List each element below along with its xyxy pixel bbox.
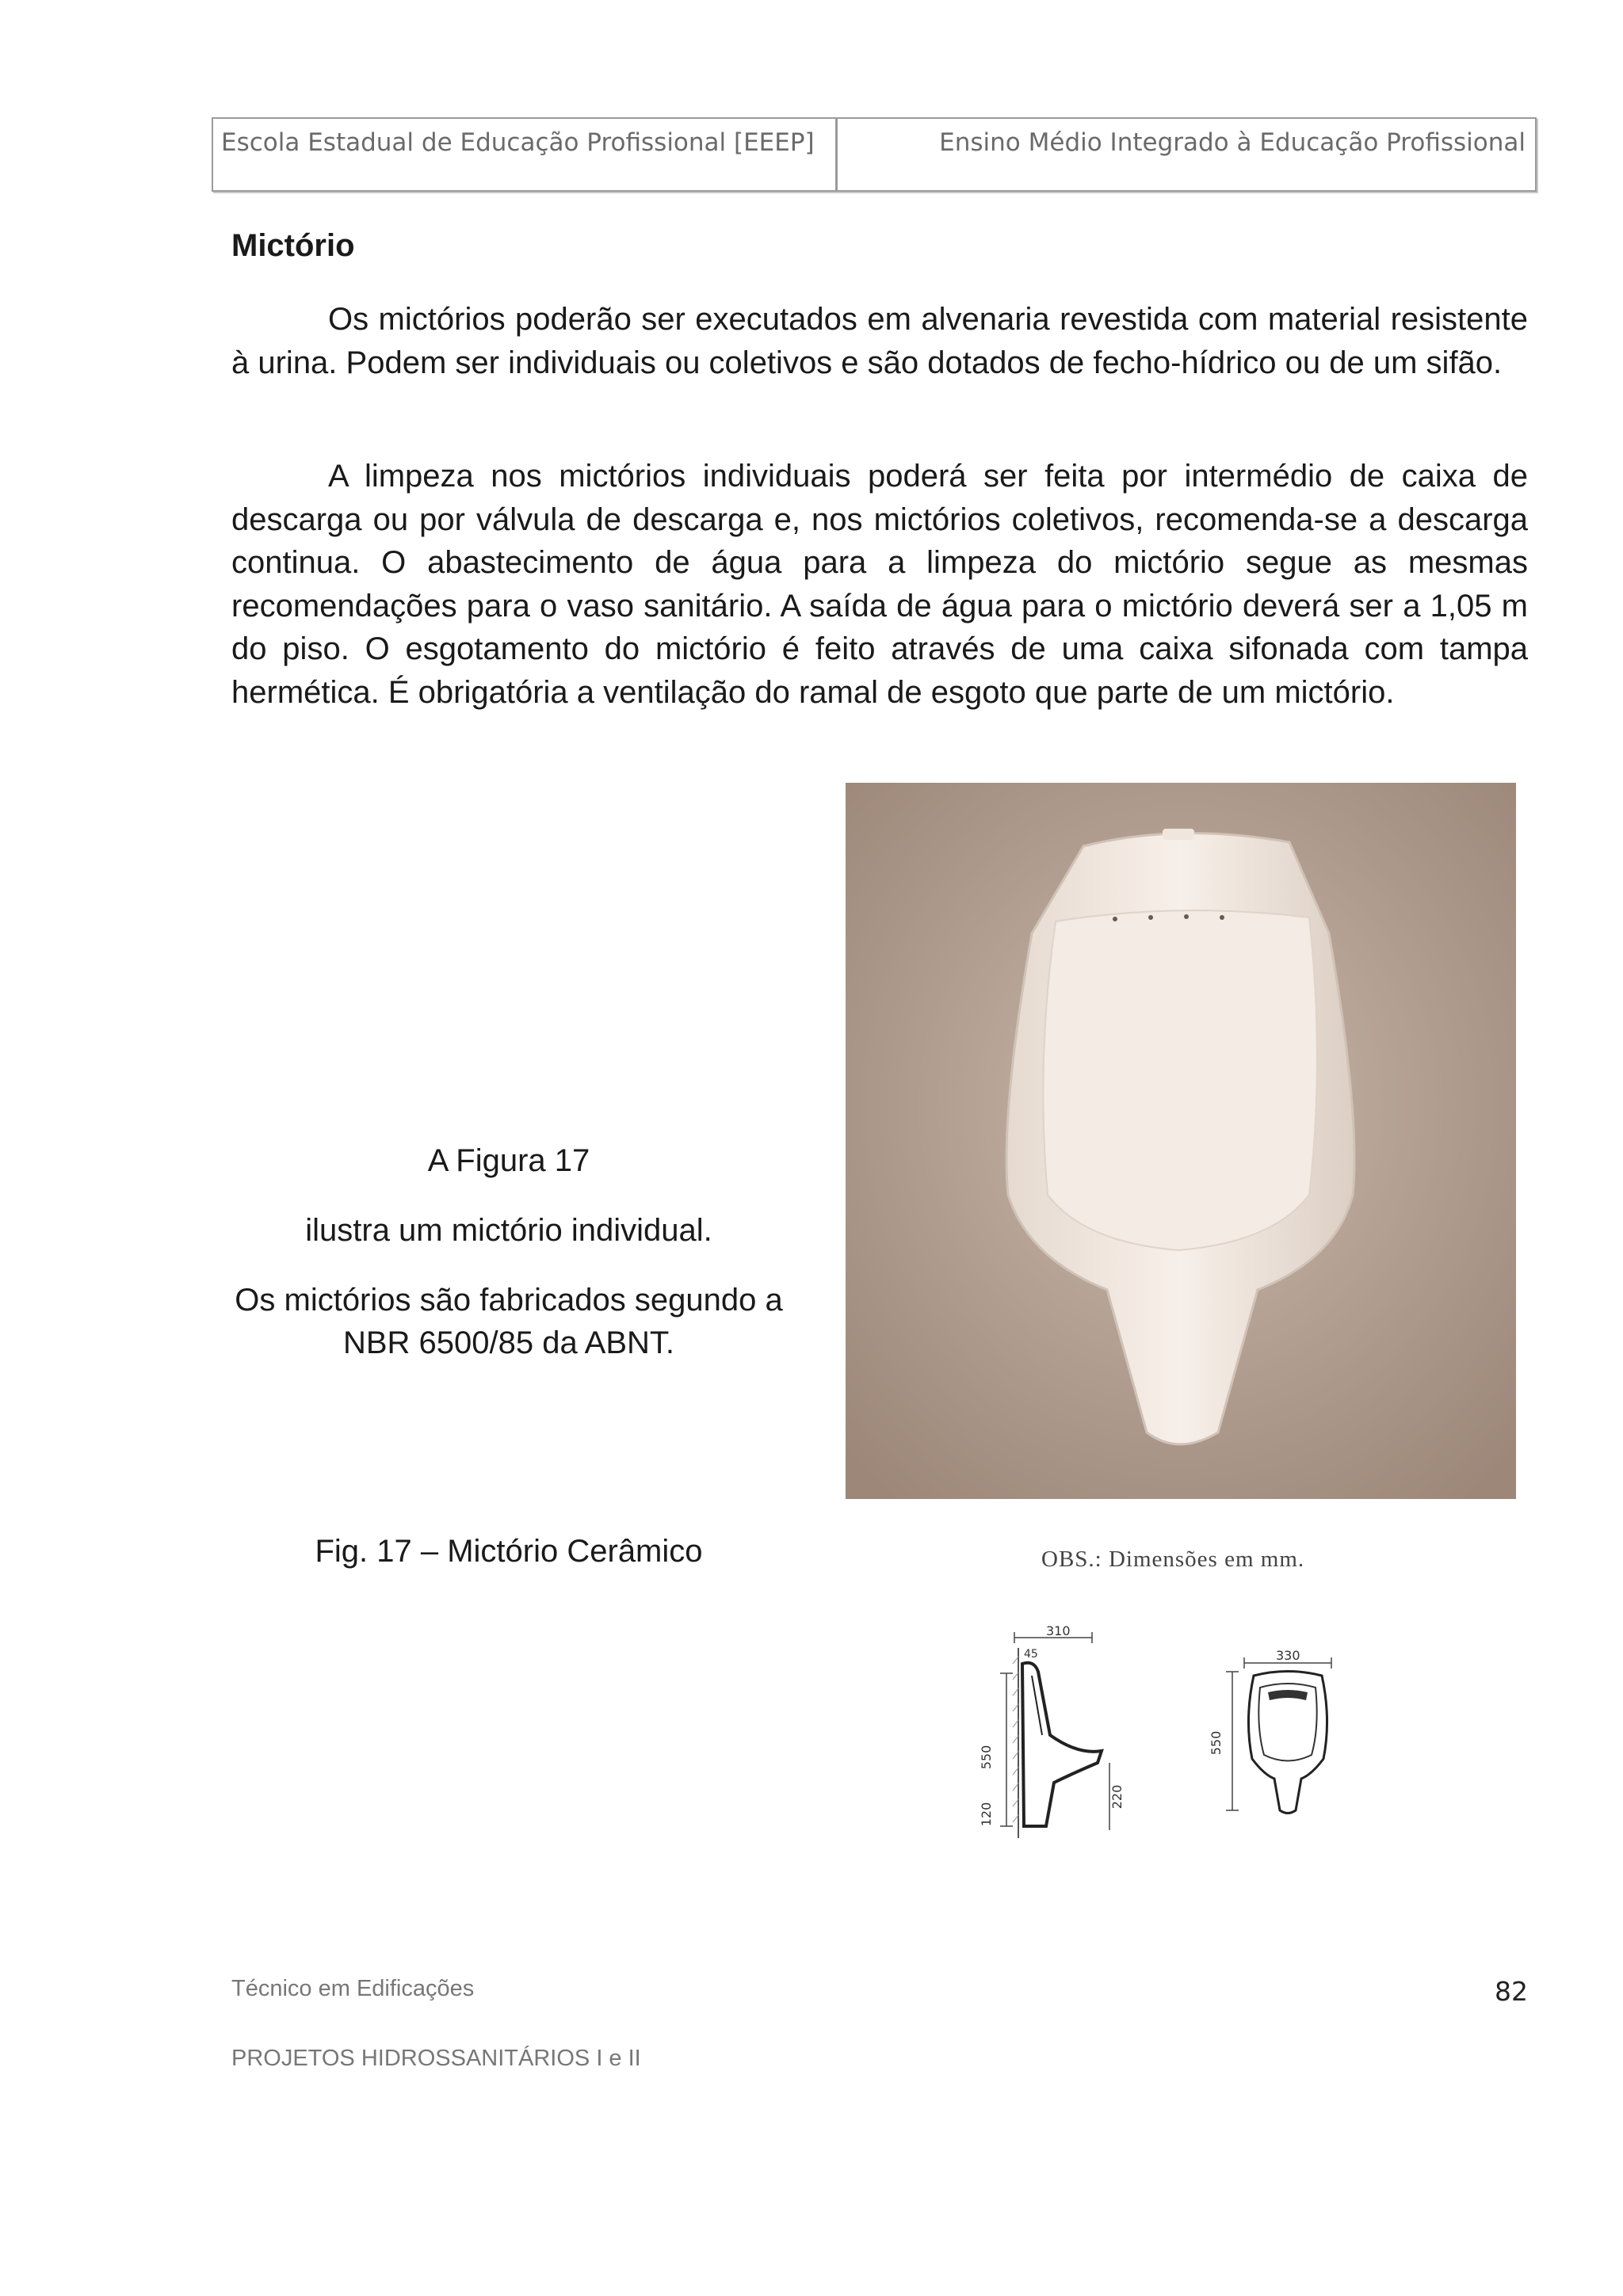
urinal-dimension-drawing bbox=[959, 1616, 1371, 1854]
front-width-label: 330 bbox=[1276, 1648, 1300, 1663]
figure-text-3: Os mictórios são fabricados segundo a NBR 6500/85 da ABNT. bbox=[235, 1283, 783, 1360]
front-height-label: 550 bbox=[1209, 1730, 1224, 1756]
paragraph-2: A limpeza nos mictórios individuais poderá ser feita por intermédio de caixa de descarga ou por válvula de descarga e, nos mictórios coletivos, recomenda-se a descarga continua. O abastecimento de água para a limpeza do mictório segue as mesmas recomendações para o vaso sanitário. A saída de água para o mictório deverá ser a 1,05 m do piso. O esgotamento do mictório é feito através de uma caixa sifonada com tampa hermética. É obrigatória a ventilação do ramal de esgoto que parte de um mictório. bbox=[231, 459, 1528, 710]
page-header bbox=[212, 117, 1537, 192]
side-height-label: 550 bbox=[979, 1745, 994, 1770]
side-width-label: 310 bbox=[1046, 1623, 1071, 1638]
figure-caption: Fig. 17 – Mictório Cerâmico bbox=[315, 1534, 703, 1569]
side-bottom-label: 120 bbox=[979, 1802, 994, 1827]
dimensions-note: OBS.: Dimensões em mm. bbox=[1041, 1547, 1305, 1572]
urinal-photo bbox=[846, 783, 1516, 1499]
section-title: Mictório bbox=[231, 228, 355, 263]
side-outlet-label: 220 bbox=[1109, 1784, 1125, 1810]
paragraph-1: Os mictórios poderão ser executados em alvenaria revestida com material resistente à urina. Podem ser individuais ou coletivos e são dotados de fecho-hídrico ou de um sifão. bbox=[231, 302, 1528, 380]
page-number: 82 bbox=[1495, 1976, 1528, 2007]
footer-course: Técnico em Edificações bbox=[231, 1976, 475, 2001]
side-offset-label: 45 bbox=[1024, 1648, 1038, 1661]
footer-subject: PROJETOS HIDROSSANITÁRIOS I e II bbox=[231, 2046, 641, 2071]
figure-text-1: A Figura 17 bbox=[427, 1143, 590, 1178]
header-school: Escola Estadual de Educação Profissional [EEEP] bbox=[213, 119, 838, 190]
header-program: Ensino Médio Integrado à Educação Profissional bbox=[939, 128, 1526, 157]
figure-text-2: ilustra um mictório individual. bbox=[305, 1213, 712, 1248]
